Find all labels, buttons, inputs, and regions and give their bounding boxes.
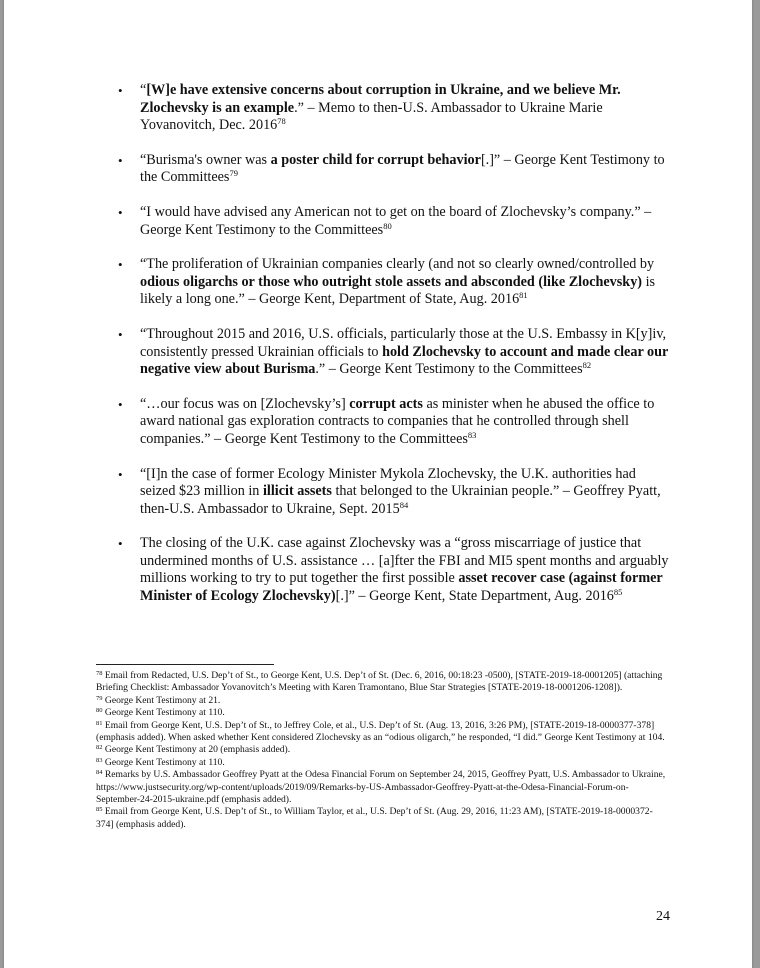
footnote-text: George Kent Testimony at 20 (emphasis added). bbox=[102, 744, 291, 756]
footnote-text: Email from George Kent, U.S. Dep’t of St., to William Taylor, et al., U.S. Dep’t of St. (Aug. 29, 2016, 11:23 AM), [STATE-2019-18-0000372-374] (emphasis added). bbox=[96, 806, 653, 830]
bullet-marker: • bbox=[118, 326, 123, 342]
footnote bbox=[96, 695, 668, 707]
footnote bbox=[96, 744, 668, 756]
footnote-number: 81 bbox=[96, 719, 103, 727]
bullet-marker: • bbox=[118, 536, 123, 552]
footnote-ref[interactable]: 84 bbox=[399, 499, 409, 510]
quote-text: [.]” – George Kent, State Department, Aug. 2016 bbox=[335, 588, 614, 605]
quote-text: .” – Memo to then-U.S. Ambassador to Ukraine Marie Yovanovitch, Dec. 2016 bbox=[140, 99, 603, 134]
quote-text: “Burisma's owner was bbox=[140, 151, 271, 168]
emphasized-text: asset recover case (against former Minister of Ecology Zlochevsky) bbox=[140, 570, 663, 605]
quote-text: “[I]n the case of former Ecology Minister Mykola Zlochevsky, the U.K. authorities had seized $23 million in bbox=[140, 465, 636, 500]
footnote-text: George Kent Testimony at 110. bbox=[102, 707, 225, 719]
footnote-text: Email from George Kent, U.S. Dep’t of St., to Jeffrey Cole, et al., U.S. Dep’t of St. (Aug. 13, 2016, 3:26 PM), [STATE-2019-18-0000377-378] (emphasis added). When asked whether Kent considered Zlochevsky as an “odious oligarch,” he responded, “I did.” George Kent Testimony at 104. bbox=[96, 719, 665, 744]
quote-bullet bbox=[118, 256, 670, 309]
quote-bullet bbox=[118, 395, 670, 449]
quote-text: that belonged to the Ukrainian people.” – Geoffrey Pyatt, then-U.S. Ambassador to Ukraine, Sept. 2015 bbox=[140, 483, 661, 517]
page-number: 24 bbox=[656, 909, 670, 924]
footnote-ref[interactable]: 82 bbox=[582, 360, 592, 371]
bullet-marker: • bbox=[118, 396, 123, 412]
footnote-text: George Kent Testimony at 21. bbox=[102, 694, 221, 706]
footnote-text: Remarks by U.S. Ambassador Geoffrey Pyatt at the Odesa Financial Forum on September 24, 2015, Geoffrey Pyatt, U.S. Ambassador to Ukraine, https://www.justsecurity.org/wp-content/uploads/2019/09/Remarks-by-US-Ambassador-Geoffrey-Pyatt-at-the-Odesa-Financial-Forum-on-September-24-2015-ukraine.pdf (emphasis added). bbox=[96, 769, 666, 806]
footnote-number: 79 bbox=[96, 694, 103, 702]
footnote-ref[interactable]: 78 bbox=[277, 116, 286, 127]
footnote-separator bbox=[96, 664, 274, 665]
quote-text: “Throughout 2015 and 2016, U.S. officials, particularly those at the U.S. Embassy in K[y]iv, consistently pressed Ukrainian officials to bbox=[140, 325, 667, 360]
footnote-ref[interactable]: 85 bbox=[613, 587, 623, 598]
footnote-number: 85 bbox=[96, 806, 103, 814]
footnote-ref[interactable]: 79 bbox=[229, 168, 238, 179]
quote-text: “ bbox=[140, 82, 147, 98]
footnote-number: 78 bbox=[96, 670, 103, 677]
footnote-text: George Kent Testimony at 110. bbox=[102, 756, 225, 768]
emphasized-text: illicit assets bbox=[262, 483, 332, 500]
footnote-ref[interactable]: 81 bbox=[519, 290, 528, 301]
footnote-ref[interactable]: 80 bbox=[383, 220, 392, 231]
bullet-marker: • bbox=[118, 152, 123, 168]
quote-text: .” – George Kent Testimony to the Committees bbox=[315, 361, 583, 378]
emphasized-text: corrupt acts bbox=[349, 395, 423, 412]
bullet-marker: • bbox=[118, 466, 123, 482]
emphasized-text: a poster child for corrupt behavior bbox=[270, 151, 481, 168]
quote-text: “The proliferation of Ukrainian companies clearly (and not so clearly owned/controlled by bbox=[140, 256, 655, 273]
quote-text: “I would have advised any American not to get on the board of Zlochevsky’s company.” – George Kent Testimony to the Committees bbox=[140, 203, 652, 238]
footnote-number: 83 bbox=[96, 756, 103, 764]
emphasized-text: hold Zlochevsky to account and made clear our negative view about Burisma bbox=[140, 343, 669, 378]
footnote-text: Email from Redacted, U.S. Dep’t of St., to George Kent, U.S. Dep’t of St. (Dec. 6, 2016, 00:18:23 -0500), [STATE-2019-18-0001205] (attaching Briefing Checklist: Ambassador Yovanovitch’s Meeting with Karen Tramontano, Blue Star Strategies [STATE-2019-18-0001206-1208]). bbox=[96, 670, 663, 694]
bullet-marker: • bbox=[118, 83, 123, 98]
quote-bullet bbox=[118, 535, 670, 605]
bullet-marker: • bbox=[118, 257, 123, 273]
quote-text: [.]” – George Kent Testimony to the Committees bbox=[140, 151, 665, 186]
footnote-number: 84 bbox=[96, 769, 103, 777]
quote-bullet bbox=[118, 203, 670, 239]
footnote bbox=[96, 670, 668, 695]
bullet-marker: • bbox=[118, 204, 123, 220]
footnote bbox=[96, 806, 668, 831]
quote-bullet bbox=[118, 325, 670, 379]
footnote-number: 80 bbox=[96, 707, 103, 715]
quote-text: The closing of the U.K. case against Zlochevsky was a “gross miscarriage of justice that undermined months of U.S. assistance … [a]fter the FBI and MI5 spent months and arguably millions working to try to put together the first possible bbox=[140, 535, 669, 587]
quote-text: “…our focus was on [Zlochevsky’s] bbox=[140, 395, 350, 412]
footnote bbox=[96, 757, 668, 769]
emphasized-text: [W]e have extensive concerns about corruption in Ukraine, and we believe Mr. Zlochevsky is an example bbox=[140, 82, 621, 116]
footnote-ref[interactable]: 83 bbox=[467, 429, 477, 440]
footnote bbox=[96, 769, 668, 806]
emphasized-text: odious oligarchs or those who outright stole assets and absconded (like Zlochevsky) bbox=[140, 273, 643, 290]
footnote bbox=[96, 707, 668, 719]
quote-text: is likely a long one.” – George Kent, Department of State, Aug. 2016 bbox=[140, 273, 656, 308]
quote-bullet bbox=[118, 82, 670, 135]
quote-list bbox=[118, 82, 670, 623]
footnotes bbox=[96, 670, 668, 831]
quote-bullet bbox=[118, 465, 670, 519]
quote-bullet bbox=[118, 151, 670, 187]
footnote bbox=[96, 720, 668, 745]
quote-text: as minister when he abused the office to award national gas exploration contracts to companies that he controlled through shell companies.” – George Kent Testimony to the Committees bbox=[140, 395, 655, 447]
footnote-number: 82 bbox=[96, 744, 103, 752]
document-page bbox=[4, 0, 752, 968]
